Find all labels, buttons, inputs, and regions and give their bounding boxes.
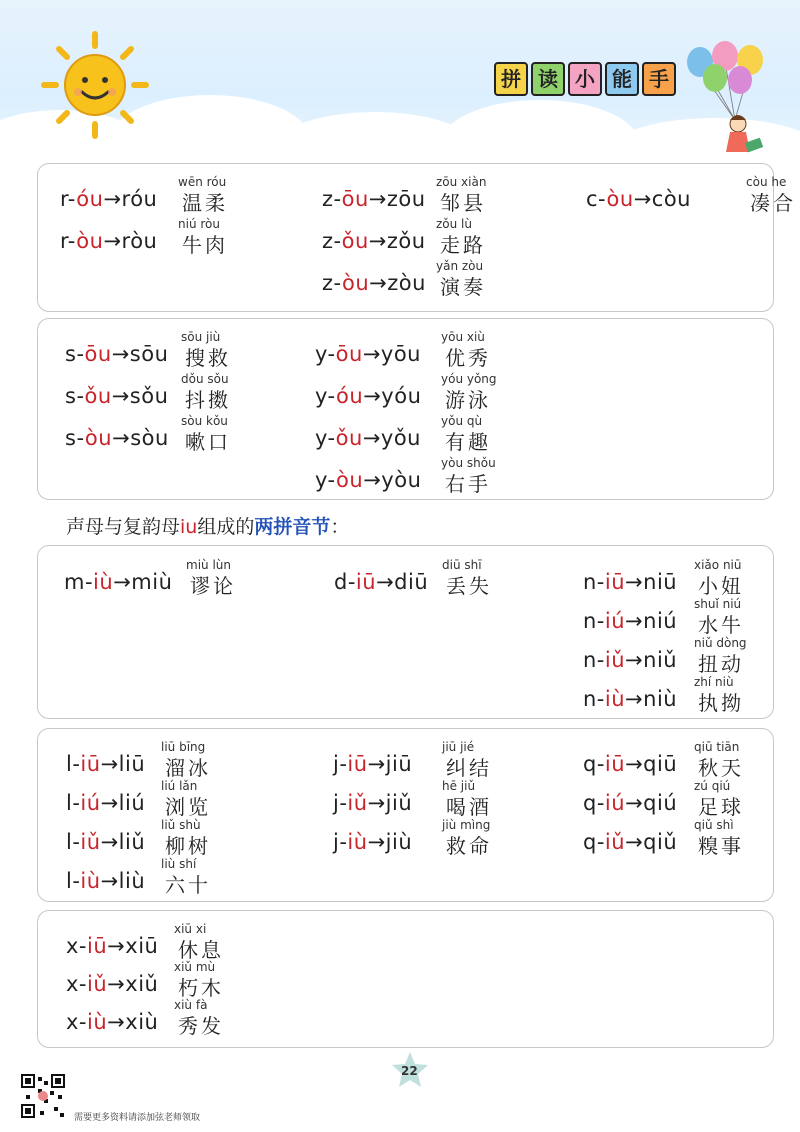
example-word: 喝酒 [446, 795, 492, 819]
syllable-spelling [583, 830, 677, 854]
example-word: 邹县 [440, 191, 486, 215]
syllable-entry [0, 779, 800, 819]
final-with-tone: òu [76, 229, 104, 253]
word-pinyin: sōu jiù [181, 330, 221, 344]
initial: j- [333, 791, 348, 815]
final-with-tone: iǔ [87, 972, 108, 996]
final-with-tone: iù [93, 570, 114, 594]
final-with-tone: iǔ [347, 791, 368, 815]
page-header [0, 0, 800, 160]
final-with-tone: óu [336, 384, 364, 408]
final-with-tone: ǒu [84, 384, 112, 408]
initial: s- [65, 384, 85, 408]
initial: d- [334, 570, 356, 594]
example-word: 糗事 [698, 834, 744, 858]
syllable-result: →qiū [625, 752, 678, 776]
word-pinyin: wēn róu [178, 175, 227, 189]
final-with-tone: ōu [335, 342, 363, 366]
initial: l- [66, 830, 81, 854]
syllable-result: →liú [100, 791, 146, 815]
word-pinyin: xiū xi [174, 922, 207, 936]
word-pinyin: qiū tiān [694, 740, 740, 754]
word-pinyin: xiǔ mù [174, 960, 216, 974]
syllable-entry [0, 636, 800, 676]
syllable-result: →yǒu [362, 426, 421, 450]
syllable-result: →miù [113, 570, 173, 594]
example-word: 右手 [445, 472, 491, 496]
initial: x- [66, 934, 88, 958]
initial: l- [66, 752, 81, 776]
final-with-tone: ōu [341, 187, 369, 211]
page-title [494, 62, 676, 96]
final-with-tone: òu [84, 426, 113, 450]
example-word: 有趣 [445, 430, 491, 454]
word-pinyin: sòu kǒu [181, 414, 228, 428]
word-pinyin: niǔ dòng [694, 636, 747, 650]
word-pinyin: yǒu qù [441, 414, 483, 428]
syllable-spelling [583, 752, 677, 776]
word-pinyin: zhí niù [694, 675, 734, 689]
page-number: 22 [401, 1064, 418, 1078]
example-word: 游泳 [445, 388, 491, 412]
syllable-spelling [583, 791, 677, 815]
syllable-spelling [66, 972, 158, 996]
final-with-tone: óu [76, 187, 104, 211]
syllable-spelling [586, 187, 691, 211]
initial: z- [322, 271, 342, 295]
syllable-entry [0, 740, 800, 780]
final-with-tone: iū [604, 570, 626, 594]
syllable-result: →sǒu [111, 384, 169, 408]
final-with-tone: iū [355, 570, 377, 594]
syllable-result: →còu [633, 187, 691, 211]
word-pinyin: yóu yǒng [441, 372, 497, 386]
initial: j- [333, 752, 348, 776]
example-word: 凑合 [750, 191, 796, 215]
final-with-tone: iù [80, 869, 101, 893]
syllable-entry [0, 558, 800, 598]
initial: q- [583, 752, 605, 776]
syllable-entry [0, 456, 800, 496]
word-pinyin: dǒu sǒu [181, 372, 229, 386]
example-word: 纠结 [446, 756, 492, 780]
example-word: 优秀 [445, 346, 491, 370]
section-title-middle: 组成的 [197, 516, 255, 538]
syllable-result: →xiù [107, 1010, 159, 1034]
final-with-tone: iū [347, 752, 368, 776]
word-pinyin: jiū jié [442, 740, 475, 754]
final-with-tone: iù [604, 687, 626, 711]
syllable-result: →jiǔ [367, 791, 413, 815]
final-with-tone: ǒu [335, 426, 363, 450]
initial: x- [66, 1010, 88, 1034]
title-char: 拼 [494, 62, 528, 96]
initial: j- [333, 830, 348, 854]
syllable-result: →zǒu [368, 229, 426, 253]
final-with-tone: iù [87, 1010, 108, 1034]
final-with-tone: iú [604, 791, 626, 815]
syllable-result: →niù [625, 687, 678, 711]
word-pinyin: miù lùn [186, 558, 231, 572]
word-pinyin: yǎn zòu [436, 259, 484, 273]
syllable-entry [0, 217, 800, 257]
example-word: 搜救 [185, 346, 231, 370]
word-pinyin: shuǐ niú [694, 597, 742, 611]
syllable-entry [0, 998, 800, 1038]
section-title-blue: 两拼音节 [254, 516, 331, 538]
syllable-spelling [66, 934, 158, 958]
initial: x- [66, 972, 88, 996]
example-word: 谬论 [190, 574, 236, 598]
syllable-result: →qiú [625, 791, 678, 815]
title-char: 读 [531, 62, 565, 96]
example-word: 秀发 [178, 1014, 224, 1038]
initial: z- [322, 187, 342, 211]
final-with-tone: iù [347, 830, 368, 854]
word-pinyin: jiù mìng [442, 818, 491, 832]
syllable-spelling [66, 1010, 158, 1034]
initial: y- [315, 468, 337, 492]
example-word: 水牛 [698, 613, 744, 637]
final-with-tone: iū [604, 752, 626, 776]
example-word: 走路 [440, 233, 486, 257]
section-title-suffix: ： [330, 516, 350, 538]
example-word: 演奏 [440, 275, 486, 299]
final-with-tone: ǒu [341, 229, 369, 253]
balloon-girl-icon [680, 40, 790, 160]
initial: s- [65, 426, 85, 450]
initial: c- [586, 187, 607, 211]
final-with-tone: iū [87, 934, 108, 958]
word-pinyin: yòu shǒu [441, 456, 496, 470]
syllable-result: →ròu [103, 229, 158, 253]
word-pinyin: liù shí [161, 857, 197, 871]
example-word: 足球 [698, 795, 744, 819]
example-word: 牛肉 [182, 233, 228, 257]
word-pinyin: liú lǎn [161, 779, 198, 793]
footer-text: 需要更多资料请添加弦老师领取 [74, 1113, 201, 1123]
syllable-spelling [315, 342, 421, 366]
example-word: 朽木 [178, 976, 224, 1000]
final-with-tone: òu [342, 271, 370, 295]
final-with-tone: iǔ [80, 830, 101, 854]
initial: y- [315, 426, 336, 450]
section-title [66, 512, 349, 539]
word-pinyin: xiù fà [174, 998, 208, 1012]
initial: n- [583, 687, 605, 711]
title-char: 能 [605, 62, 639, 96]
word-pinyin: xiǎo niū [694, 558, 742, 572]
syllable-result: →jiū [367, 752, 413, 776]
syllable-result: →xiǔ [107, 972, 159, 996]
syllable-entry [0, 960, 800, 1000]
syllable-entry [0, 675, 800, 715]
syllable-result: →liū [100, 752, 146, 776]
word-pinyin: diū shī [442, 558, 482, 572]
syllable-spelling [583, 648, 677, 672]
initial: n- [583, 609, 605, 633]
initial: n- [583, 648, 605, 672]
syllable-spelling [315, 468, 421, 492]
initial: l- [66, 869, 81, 893]
word-pinyin: zú qiú [694, 779, 731, 793]
syllable-spelling [66, 869, 145, 893]
final-with-tone: òu [606, 187, 634, 211]
final-with-tone: iǔ [604, 648, 626, 672]
sun-icon [40, 30, 150, 140]
syllable-result: →yóu [363, 384, 422, 408]
syllable-spelling [315, 384, 421, 408]
syllable-entry [0, 597, 800, 637]
syllable-entry [0, 922, 800, 962]
word-pinyin: zōu xiàn [436, 175, 487, 189]
example-word: 救命 [446, 834, 492, 858]
syllable-entry [0, 175, 800, 215]
initial: m- [64, 570, 94, 594]
section-title-highlight: iu [180, 516, 198, 538]
initial: l- [66, 791, 81, 815]
syllable-result: →liù [100, 869, 146, 893]
final-with-tone: iǔ [604, 830, 626, 854]
initial: y- [315, 342, 336, 366]
word-pinyin: còu he [746, 175, 787, 189]
final-with-tone: òu [336, 468, 364, 492]
initial: n- [583, 570, 605, 594]
word-pinyin: zǒu lù [436, 217, 472, 231]
syllable-entry [0, 818, 800, 858]
example-word: 休息 [178, 938, 224, 962]
initial: r- [60, 187, 77, 211]
syllable-result: →sōu [111, 342, 169, 366]
syllable-entry [0, 857, 800, 897]
syllable-result: →liǔ [100, 830, 146, 854]
syllable-spelling [583, 687, 677, 711]
word-pinyin: liū bīng [161, 740, 206, 754]
qr-code-icon [20, 1073, 66, 1119]
final-with-tone: iú [604, 609, 626, 633]
syllable-result: →niú [625, 609, 678, 633]
word-pinyin: niú ròu [178, 217, 220, 231]
example-word: 柳树 [165, 834, 211, 858]
example-word: 执拗 [698, 691, 744, 715]
syllable-spelling [583, 570, 677, 594]
final-with-tone: iú [80, 791, 101, 815]
syllable-entry [0, 414, 800, 454]
syllable-entry [0, 259, 800, 299]
example-word: 浏览 [165, 795, 211, 819]
example-word: 丢失 [446, 574, 492, 598]
initial: q- [583, 791, 605, 815]
syllable-result: →niǔ [625, 648, 678, 672]
syllable-result: →niū [625, 570, 678, 594]
syllable-spelling [583, 609, 677, 633]
title-char: 手 [642, 62, 676, 96]
syllable-spelling [315, 426, 421, 450]
example-word: 温柔 [182, 191, 228, 215]
initial: y- [315, 384, 337, 408]
syllable-result: →zòu [369, 271, 426, 295]
example-word: 嗽口 [185, 430, 231, 454]
example-word: 抖擞 [185, 388, 231, 412]
syllable-spelling [322, 229, 426, 253]
syllable-result: →yōu [362, 342, 421, 366]
syllable-result: →qiǔ [625, 830, 678, 854]
syllable-result: →jiù [367, 830, 413, 854]
word-pinyin: hē jiǔ [442, 779, 476, 793]
syllable-result: →xiū [107, 934, 159, 958]
syllable-result: →róu [103, 187, 158, 211]
word-pinyin: qiǔ shì [694, 818, 734, 832]
syllable-spelling [322, 271, 426, 295]
syllable-result: →diū [376, 570, 429, 594]
example-word: 扭动 [698, 652, 744, 676]
title-char: 小 [568, 62, 602, 96]
initial: q- [583, 830, 605, 854]
example-word: 溜冰 [165, 756, 211, 780]
syllable-result: →zōu [368, 187, 426, 211]
syllable-result: →sòu [112, 426, 169, 450]
example-word: 六十 [165, 873, 211, 897]
final-with-tone: ōu [84, 342, 112, 366]
syllable-entry [0, 330, 800, 370]
initial: s- [65, 342, 85, 366]
word-pinyin: yōu xiù [441, 330, 485, 344]
syllable-entry [0, 372, 800, 412]
section-title-prefix: 声母与复韵母 [66, 516, 181, 538]
example-word: 小妞 [698, 574, 744, 598]
example-word: 秋天 [698, 756, 744, 780]
initial: r- [60, 229, 77, 253]
word-pinyin: liǔ shù [161, 818, 201, 832]
syllable-result: →yòu [363, 468, 422, 492]
final-with-tone: iū [80, 752, 101, 776]
initial: z- [322, 229, 342, 253]
